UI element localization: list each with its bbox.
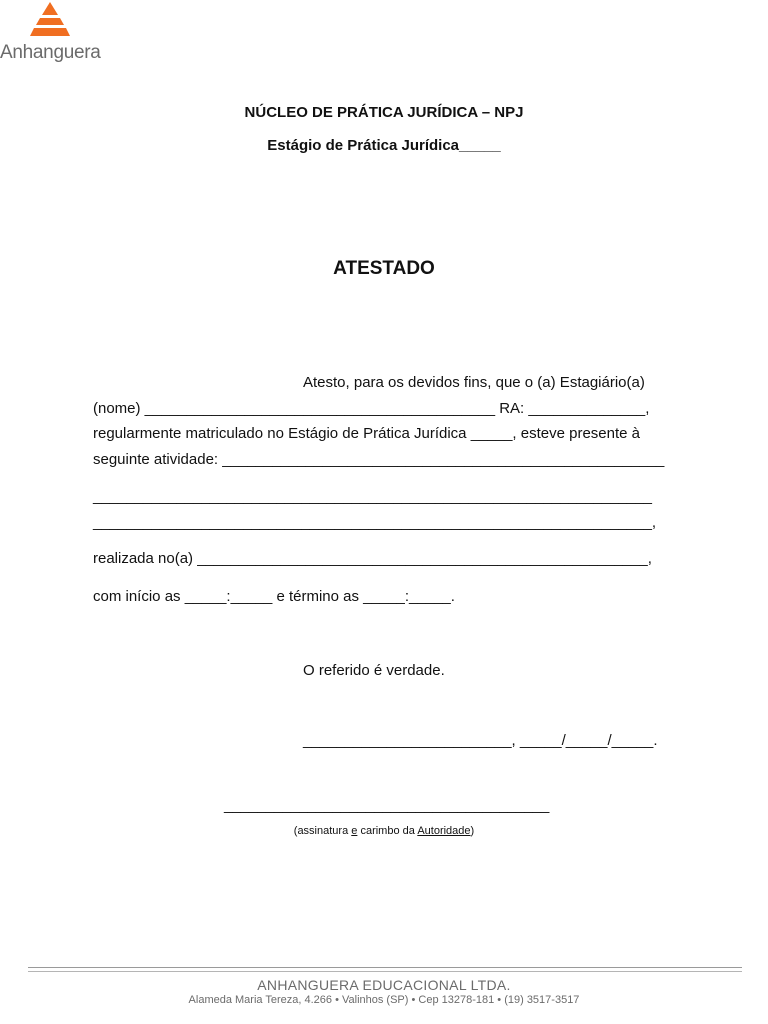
footer-divider-secondary bbox=[28, 971, 742, 972]
signature-line: _______________________________________ bbox=[224, 797, 550, 814]
body-line-name-ra: (nome) __________________________________________ RA: ______________, bbox=[93, 400, 650, 417]
signature-caption-autoridade: Autoridade bbox=[417, 825, 471, 837]
body-line-times: com início as _____:_____ e término as _____:_____. bbox=[93, 588, 455, 605]
document-title: ATESTADO bbox=[333, 258, 435, 279]
header-title: NÚCLEO DE PRÁTICA JURÍDICA – NPJ bbox=[244, 104, 524, 121]
body-line-activity: seguinte atividade: _____________________________________________________ bbox=[93, 451, 665, 468]
signature-caption-pre: (assinatura bbox=[293, 825, 352, 837]
signature-caption-mid: carimbo da bbox=[357, 825, 418, 837]
footer-address: Alameda Maria Tereza, 4.266 • Valinhos (SP) • Cep 13278-181 • (19) 3517-3517 bbox=[188, 994, 580, 1006]
header-subtitle: Estágio de Prática Jurídica_____ bbox=[267, 137, 501, 154]
footer-divider bbox=[28, 967, 742, 968]
signature-caption-post: ) bbox=[470, 825, 475, 837]
logo-text: Anhanguera bbox=[0, 42, 101, 63]
body-line-location: realizada no(a) ______________________________________________________, bbox=[93, 550, 652, 567]
body-line-1: Atesto, para os devidos fins, que o (a) Estagiário(a) bbox=[303, 374, 645, 391]
signature-caption-e: e bbox=[351, 825, 358, 837]
statement-line: O referido é verdade. bbox=[303, 662, 445, 679]
signature-caption bbox=[0, 825, 768, 837]
body-line-3: regularmente matriculado no Estágio de Prática Jurídica _____, esteve presente à bbox=[93, 425, 640, 442]
blank-line-2: ___________________________________________________________________, bbox=[93, 514, 657, 531]
footer-company: ANHANGUERA EDUCACIONAL LTDA. bbox=[257, 977, 511, 993]
blank-line-1: ___________________________________________________________________ bbox=[93, 488, 652, 505]
anhanguera-logo bbox=[0, 0, 104, 66]
anhanguera-triangle-icon bbox=[28, 0, 72, 40]
place-date-line: _________________________, _____/_____/_____. bbox=[303, 732, 658, 749]
